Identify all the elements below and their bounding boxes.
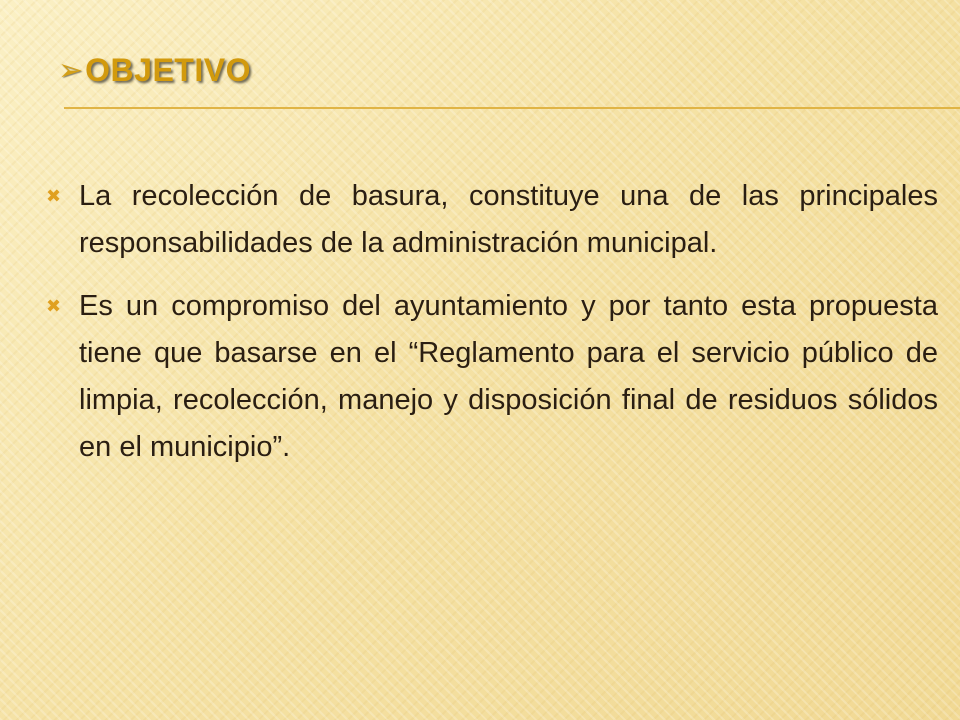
arrow-bullet-icon: ➢ — [58, 52, 84, 88]
x-bullet-icon: ✖ — [46, 186, 62, 207]
x-bullet-icon: ✖ — [46, 296, 62, 317]
bullet-text: La recolección de basura, constituye una de las principales responsabilidades de la administración municipal. — [79, 180, 938, 259]
bullet-text: Es un compromiso del ayuntamiento y por tanto esta propuesta tiene que basarse en el “Reglamento para el servicio público de limpia, recolección, manejo y disposición final de residuos sólidos en el municipio”. — [79, 290, 938, 463]
slide-title: OBJETIVO — [85, 52, 251, 88]
bullet-item — [46, 173, 938, 267]
title-divider — [64, 107, 960, 109]
slide-title-block — [58, 52, 251, 89]
slide-content — [46, 173, 938, 487]
bullet-item — [46, 283, 938, 471]
